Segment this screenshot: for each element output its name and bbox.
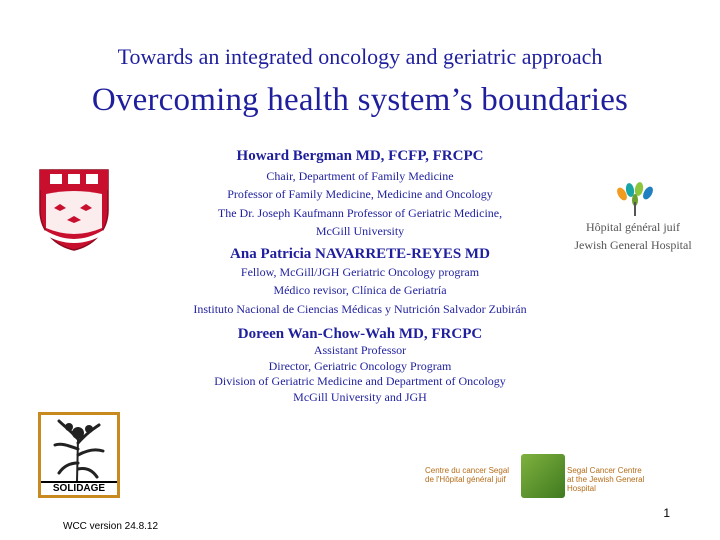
author-name: Ana Patricia NAVARRETE-REYES MD (230, 246, 490, 262)
author-affiliation: Chair, Department of Family Medicine (266, 169, 454, 183)
author-affiliation: Fellow, McGill/JGH Geriatric Oncology program (240, 265, 480, 279)
author-affiliation: Professor of Family Medicine, Medicine and Oncology (227, 187, 493, 202)
author-block-bergman (150, 148, 570, 241)
leaf-tree-icon (612, 182, 658, 216)
author-name: Doreen Wan-Chow-Wah MD, FRCPC (237, 326, 483, 342)
author-affiliation: Director, Geriatric Oncology Program (268, 358, 452, 373)
author-affiliation: McGill University (315, 224, 405, 239)
solidage-logo (38, 412, 120, 498)
mcgill-crest-logo (36, 166, 112, 252)
solidage-label: SOLIDAGE (41, 481, 117, 495)
grass-image (521, 454, 565, 498)
segal-cancer-centre-logo (425, 454, 647, 498)
jgh-name-english: Jewish General Hospital (574, 238, 692, 252)
page-number: 1 (663, 506, 670, 520)
goldenrod-plant-icon (47, 419, 111, 481)
segal-name-french: Centre du cancer Segal de l'Hôpital général juif (425, 466, 510, 484)
author-affiliation: The Dr. Joseph Kaufmann Professor of Geriatric Medicine, (217, 205, 503, 220)
author-affiliation: Assistant Professor (313, 343, 407, 357)
version-label: WCC version 24.8.12 (63, 521, 159, 532)
author-block-navarrete (150, 246, 570, 318)
author-affiliation: Instituto Nacional de Ciencias Médicas y Nutrición Salvador Zubirán (193, 301, 527, 316)
author-affiliation: Médico revisor, Clínica de Geriatría (273, 283, 447, 298)
author-block-wan-chow-wah (150, 326, 570, 405)
jgh-name-french: Hôpital général juif (586, 220, 680, 234)
author-affiliation: Division of Geriatric Medicine and Department of Oncology (214, 374, 506, 388)
slide-subtitle: Towards an integrated oncology and geriatric approach (117, 44, 603, 69)
author-name: Howard Bergman MD, FCFP, FRCPC (236, 148, 484, 164)
jgh-logo (568, 182, 698, 260)
author-affiliation: McGill University and JGH (293, 389, 427, 404)
segal-name-english: Segal Cancer Centre at the Jewish General Hospital (567, 466, 645, 493)
slide-title: Overcoming health system’s boundaries (91, 82, 629, 118)
